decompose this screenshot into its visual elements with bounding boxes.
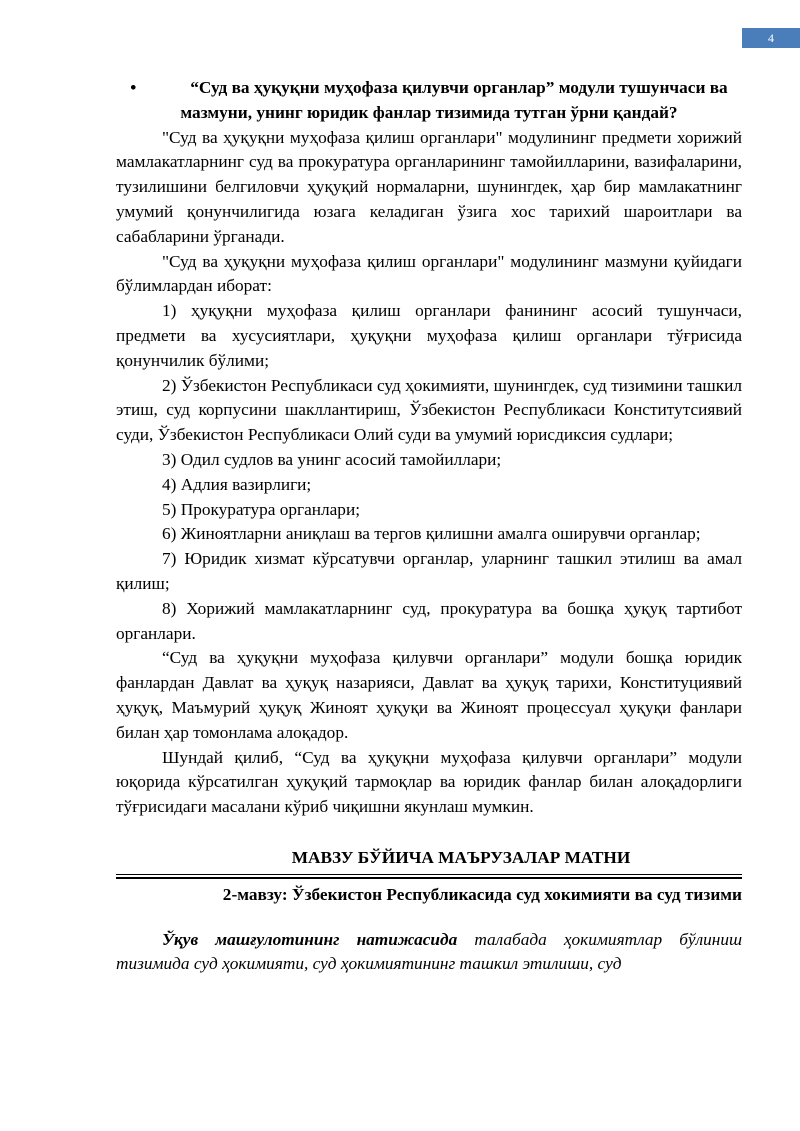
- learning-outcome-text: талабада ҳокимиятлар бўлиниш тизимида суд ҳокимияти, суд ҳокимиятининг ташкил этилиши, суд: [116, 929, 743, 974]
- document-body: [116, 76, 742, 977]
- page-number-badge: 4: [742, 28, 800, 48]
- bullet-icon: •: [130, 78, 137, 97]
- question-heading-text: “Суд ва ҳуқуқни муҳофаза қилувчи органлар” модули тушунчаси ва мазмуни, унинг юридик фанлар тизимида тутган ўрни қандай?: [180, 78, 728, 122]
- paragraph-related-subjects: “Суд ва ҳуқуқни муҳофаза қилувчи органлари” модули бошқа юридик фанлардан Давлат ва ҳуқуқ назарияси, Давлат ва ҳуқуқ тарихи, Конституциявий ҳуқуқ, Маъмурий ҳуқуқ Жиноят ҳуқуқи ва Жиноят процессуал ҳуқуқи фанлари билан ҳар томонлама алоқадор.: [116, 648, 742, 742]
- list-item-3: 3) Одил судлов ва унинг асосий тамойиллари;: [162, 449, 502, 469]
- learning-outcome-paragraph: [116, 928, 742, 978]
- question-heading: [116, 76, 742, 126]
- paragraph-content-intro: "Суд ва ҳуқуқни муҳофаза қилиш органлари" модулининг мазмуни қуйидаги бўлимлардан иборат:: [116, 251, 742, 296]
- list-item-8: 8) Хорижий мамлакатларнинг суд, прокуратура ва бошқа ҳуқуқ тартибот органлари.: [116, 598, 742, 643]
- list-item-4: 4) Адлия вазирлиги;: [162, 474, 312, 494]
- section-divider-thick: [116, 877, 742, 879]
- section-title: МАВЗУ БЎЙИЧА МАЪРУЗАЛАР МАТНИ: [291, 847, 631, 867]
- list-item-7: 7) Юридик хизмат кўрсатувчи органлар, уларнинг ташкил этилиш ва амал қилиш;: [116, 549, 742, 593]
- paragraph-subject: "Суд ва ҳуқуқни муҳофаза қилиш органлари" модулининг предмети хорижий мамлакатларнинг суд ва прокуратура органларининг тамойилларини, вазифаларини, тузилишини белгиловчи ҳуқуқий нормаларни, шунингдек, ҳар бир мамлакатнинг умумий қонунчилигида юзага келадиган ўзига хос тарихий шароитлари ва сабабларини ўрганади.: [116, 127, 742, 246]
- list-item-5: 5) Прокуратура органлари;: [162, 499, 360, 519]
- list-item-1: 1) ҳуқуқни муҳофаза қилиш органлари фанининг асосий тушунчаси, предмети ва хусусиятлари, ҳуқуқни муҳофаза қилиш органлари тўғрисида қонунчилик бўлими;: [116, 301, 742, 370]
- paragraph-conclusion: Шундай қилиб, “Суд ва ҳуқуқни муҳофаза қилувчи органлари” модули юқорида кўрсатилган ҳуқуқий тармоқлар ва юридик фанлар билан алоқадорлиги тўғрисидаги масалани кўриб чиқишни якунлаш мумкин.: [116, 747, 742, 817]
- topic-title: 2-мавзу: Ўзбекистон Республикасида суд хокимияти ва суд тизими: [222, 884, 742, 904]
- learning-outcome-lead: Ўқув машғулотининг натижасида: [162, 929, 458, 949]
- section-divider: [116, 874, 742, 875]
- list-item-2: 2) Ўзбекистон Республикаси суд ҳокимияти, шунингдек, суд тизимини ташкил этиш, суд корпусини шакллантириш, Ўзбекистон Республикаси Конститутсиявий суди, Ўзбекистон Республикаси Олий суди ва умумий юрисдиксия судлари;: [116, 375, 742, 445]
- list-item-6: 6) Жиноятларни аниқлаш ва тергов қилишни амалга оширувчи органлар;: [162, 524, 701, 544]
